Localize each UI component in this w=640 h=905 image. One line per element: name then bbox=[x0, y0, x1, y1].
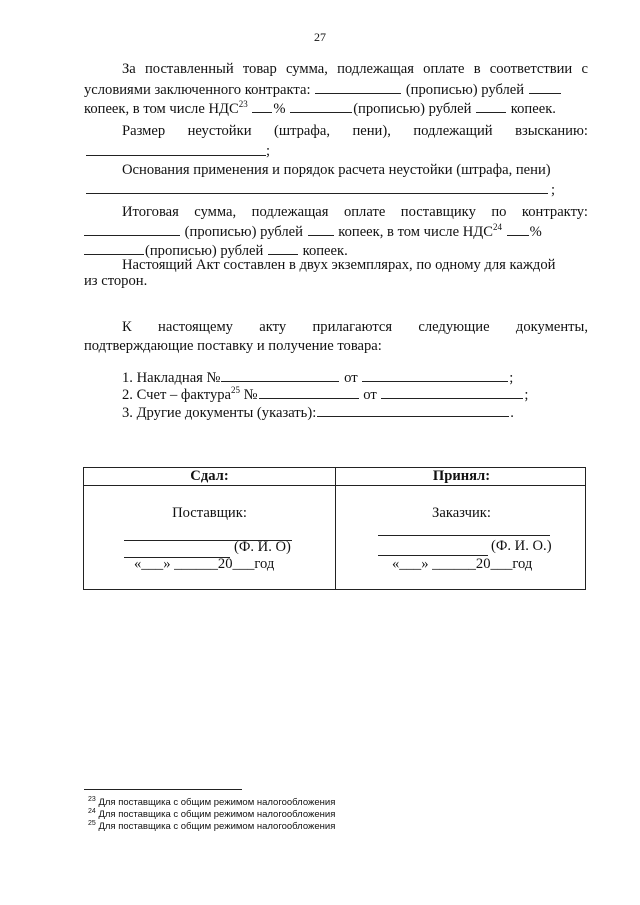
blank-field[interactable] bbox=[476, 99, 506, 113]
punct: ; bbox=[524, 387, 529, 403]
para1-line3 bbox=[84, 99, 588, 119]
blank-field[interactable] bbox=[86, 193, 548, 194]
signature-line[interactable] bbox=[378, 535, 550, 536]
word: с bbox=[581, 61, 588, 77]
signature-table bbox=[83, 467, 586, 590]
footnote-25 bbox=[88, 821, 335, 832]
word: соответствии bbox=[489, 61, 573, 77]
para6-line1 bbox=[122, 318, 588, 337]
footnote-text: Для поставщика с общим режимом налогообложения bbox=[98, 797, 336, 808]
blank-field[interactable] bbox=[529, 80, 561, 94]
word: товар bbox=[242, 61, 277, 77]
word: Размер bbox=[122, 123, 166, 139]
word: Итоговая bbox=[122, 204, 179, 220]
customer-label: Заказчик: bbox=[432, 505, 491, 521]
blank-field[interactable] bbox=[308, 222, 334, 236]
punct: ; bbox=[551, 182, 556, 198]
footnote-separator bbox=[84, 789, 242, 790]
para2-line1 bbox=[122, 122, 588, 141]
text: от bbox=[344, 370, 358, 386]
para6-line2: подтверждающие поставку и получение товара: bbox=[84, 338, 382, 354]
fio-label: (Ф. И. О) bbox=[234, 539, 291, 555]
word: оплате bbox=[343, 204, 386, 220]
word: контракту: bbox=[521, 204, 588, 220]
attachment-item-2 bbox=[122, 385, 588, 405]
text: копеек, в том числе НДС bbox=[84, 101, 239, 117]
text: копеек, в том числе НДС bbox=[338, 224, 493, 240]
text: (прописью) рублей bbox=[405, 82, 525, 98]
text: копеек. bbox=[510, 101, 556, 117]
blank-field[interactable] bbox=[317, 403, 509, 417]
word: документы, bbox=[515, 319, 588, 335]
fio-label: (Ф. И. О.) bbox=[491, 538, 552, 554]
text: условиями заключенного контракта: bbox=[84, 82, 311, 98]
footnote-24 bbox=[88, 809, 335, 820]
text: (прописью) рублей bbox=[353, 101, 472, 117]
blank-field[interactable] bbox=[362, 368, 508, 382]
word: следующие bbox=[418, 319, 490, 335]
footnote-number: 25 bbox=[88, 819, 96, 827]
date-field[interactable]: «___» ______20___год bbox=[134, 556, 275, 572]
word: в bbox=[473, 61, 481, 77]
word: За bbox=[122, 61, 136, 77]
word: К bbox=[122, 319, 132, 335]
word: сумма, bbox=[194, 204, 237, 220]
text: % bbox=[273, 101, 286, 117]
accepted-header: Принял: bbox=[432, 468, 491, 484]
word: настоящему bbox=[158, 319, 233, 335]
word: подлежащая bbox=[337, 61, 414, 77]
word: неустойки bbox=[187, 123, 252, 139]
blank-field[interactable] bbox=[259, 385, 359, 399]
text: копеек. bbox=[302, 243, 348, 259]
text: от bbox=[363, 387, 377, 403]
supplier-cell bbox=[84, 468, 335, 589]
para1-line1 bbox=[122, 60, 588, 79]
footnote-ref: 24 bbox=[492, 222, 502, 233]
punct: ; bbox=[266, 143, 271, 159]
word: акту bbox=[259, 319, 287, 335]
footnote-ref: 25 bbox=[231, 385, 241, 396]
blank-field[interactable] bbox=[268, 241, 298, 255]
supplier-label: Поставщик: bbox=[172, 505, 247, 521]
para3-line1: Основания применения и порядок расчета неустойки (штрафа, пени) bbox=[122, 162, 551, 178]
word: прилагаются bbox=[312, 319, 393, 335]
para5-line1: Настоящий Акт составлен в двух экземплярах, по одному для каждой bbox=[122, 257, 556, 273]
text: (прописью) рублей bbox=[145, 243, 264, 259]
para1-line2 bbox=[84, 80, 588, 100]
word: по bbox=[491, 204, 507, 220]
date-field[interactable]: «___» ______20___год bbox=[392, 556, 533, 572]
word: пени), bbox=[352, 123, 391, 139]
page-number: 27 bbox=[314, 30, 326, 44]
word: подлежащая bbox=[251, 204, 329, 220]
handed-over-header: Сдал: bbox=[190, 468, 229, 484]
punct: . bbox=[510, 405, 514, 421]
para4-line1 bbox=[122, 203, 588, 222]
text: 3. Другие документы (указать): bbox=[122, 405, 317, 421]
word: (штрафа, bbox=[273, 123, 330, 139]
word: подлежащий bbox=[413, 123, 493, 139]
text: № bbox=[243, 387, 258, 403]
footnote-23 bbox=[88, 797, 335, 808]
blank-field[interactable] bbox=[252, 99, 272, 113]
attachment-item-3 bbox=[122, 403, 588, 423]
word: оплате bbox=[423, 61, 465, 77]
text: 1. Накладная № bbox=[122, 370, 221, 386]
footnote-text: Для поставщика с общим режимом налогообложения bbox=[98, 809, 336, 820]
footnote-ref: 23 bbox=[238, 99, 248, 110]
word: сумма, bbox=[286, 61, 328, 77]
footnote-number: 23 bbox=[88, 795, 96, 803]
footnote-number: 24 bbox=[88, 807, 96, 815]
blank-field[interactable] bbox=[315, 80, 401, 94]
footnote-text: Для поставщика с общим режимом налогообложения bbox=[98, 821, 336, 832]
blank-field[interactable] bbox=[84, 222, 180, 236]
para5-line2: из сторон. bbox=[84, 273, 148, 289]
para4-line2 bbox=[84, 222, 588, 242]
punct: ; bbox=[509, 370, 514, 386]
blank-field[interactable] bbox=[507, 222, 529, 236]
blank-field[interactable] bbox=[84, 241, 144, 255]
blank-field[interactable] bbox=[290, 99, 352, 113]
blank-field[interactable] bbox=[381, 385, 523, 399]
blank-field[interactable] bbox=[221, 368, 339, 382]
text: % bbox=[529, 224, 542, 240]
text: (прописью) рублей bbox=[184, 224, 303, 240]
word: поставленный bbox=[144, 61, 234, 77]
customer-cell bbox=[336, 468, 587, 589]
text: 2. Счет – фактура bbox=[122, 387, 232, 403]
word: взысканию: bbox=[515, 123, 588, 139]
blank-field[interactable] bbox=[86, 155, 266, 156]
word: поставщику bbox=[400, 204, 476, 220]
